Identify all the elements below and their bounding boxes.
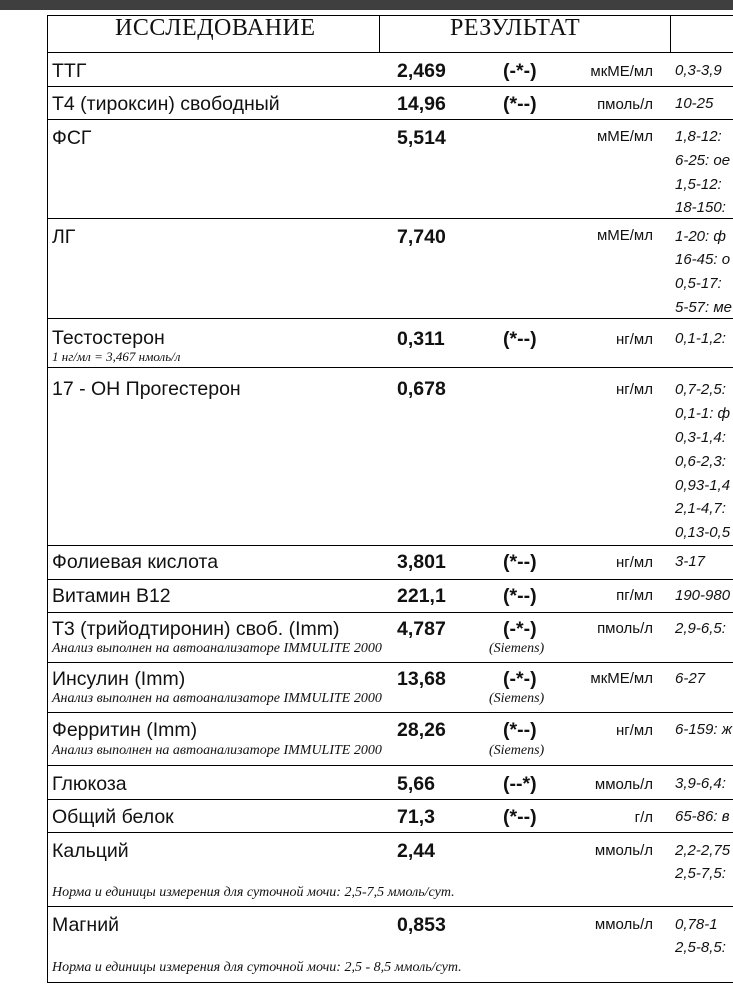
header-result: РЕЗУЛЬТАТ bbox=[450, 15, 581, 41]
row-divider bbox=[47, 832, 733, 833]
result-value: 71,3 bbox=[397, 806, 435, 828]
result-flag: (*--) bbox=[503, 806, 537, 828]
test-name: Т4 (тироксин) свободный bbox=[52, 93, 280, 115]
reference-range: 5-57: ме bbox=[675, 299, 732, 316]
result-flag: (-*-) bbox=[503, 668, 537, 690]
test-name: ЛГ bbox=[52, 226, 76, 248]
reference-range: 3-17 bbox=[675, 553, 706, 570]
unit: мкМЕ/мл bbox=[590, 63, 653, 80]
result-value: 4,787 bbox=[397, 618, 446, 640]
unit: нг/мл bbox=[616, 722, 653, 739]
row-divider bbox=[47, 52, 733, 53]
header-divider bbox=[379, 15, 380, 52]
result-flag: (--*) bbox=[503, 773, 537, 795]
test-name: ТТГ bbox=[52, 60, 87, 82]
test-name: Общий белок bbox=[52, 806, 174, 828]
row-divider bbox=[47, 218, 733, 219]
unit: пг/мл bbox=[616, 587, 653, 604]
analyzer-vendor: (Siemens) bbox=[489, 641, 545, 656]
reference-range: 16-45: о bbox=[675, 251, 731, 268]
reference-range: 18-150: bbox=[675, 199, 726, 216]
row-divider bbox=[47, 86, 733, 87]
unit: мМЕ/мл bbox=[596, 227, 653, 244]
urine-norm-note: Норма и единицы измерения для суточной мочи: 2,5 - 8,5 ммоль/сут. bbox=[52, 960, 462, 975]
reference-range: 6-25: ое bbox=[675, 152, 731, 169]
reference-range: 0,3-1,4: bbox=[675, 429, 726, 446]
reference-range: 2,5-7,5: bbox=[675, 865, 726, 882]
row-divider bbox=[47, 662, 733, 663]
analyzer-note: Анализ выполнен на автоанализаторе IMMULITE 2000 bbox=[52, 691, 382, 706]
result-value: 0,853 bbox=[397, 914, 446, 936]
row-divider bbox=[47, 712, 733, 713]
result-value: 0,311 bbox=[397, 328, 445, 350]
reference-range: 2,5-8,5: bbox=[675, 939, 726, 956]
unit: нг/мл bbox=[616, 554, 653, 571]
result-value: 2,469 bbox=[397, 60, 446, 82]
result-value: 7,740 bbox=[397, 226, 446, 248]
result-value: 14,96 bbox=[397, 93, 446, 115]
header-divider bbox=[670, 15, 671, 52]
reference-range: 0,7-2,5: bbox=[675, 381, 726, 398]
result-flag: (*--) bbox=[503, 93, 537, 115]
result-value: 13,68 bbox=[397, 668, 446, 690]
row-divider bbox=[47, 765, 733, 766]
unit: нг/мл bbox=[616, 381, 653, 398]
reference-range: 6-27 bbox=[675, 670, 706, 687]
result-flag: (*--) bbox=[503, 585, 537, 607]
row-divider bbox=[47, 612, 733, 613]
reference-range: 6-159: ж bbox=[675, 721, 733, 738]
result-value: 221,1 bbox=[397, 585, 446, 607]
test-name: ФСГ bbox=[52, 127, 92, 149]
reference-range: 0,1-1: ф bbox=[675, 405, 731, 422]
unit: мМЕ/мл bbox=[596, 128, 653, 145]
row-divider bbox=[47, 799, 733, 800]
header-study: ИССЛЕДОВАНИЕ bbox=[115, 15, 316, 41]
test-name: Т3 (трийодтиронин) своб. (Imm) bbox=[52, 618, 340, 640]
analyzer-vendor: (Siemens) bbox=[489, 691, 545, 706]
test-name: Ферритин (Imm) bbox=[52, 719, 198, 741]
unit: пмоль/л bbox=[597, 96, 653, 113]
result-value: 3,801 bbox=[397, 551, 446, 573]
reference-range: 2,9-6,5: bbox=[675, 620, 726, 637]
test-name: Витамин В12 bbox=[52, 585, 171, 607]
result-value: 0,678 bbox=[397, 378, 446, 400]
urine-norm-note: Норма и единицы измерения для суточной мочи: 2,5-7,5 ммоль/сут. bbox=[52, 885, 455, 900]
reference-range: 0,78-1 bbox=[675, 916, 718, 933]
reference-range: 2,1-4,7: bbox=[675, 500, 726, 517]
result-flag: (*--) bbox=[503, 719, 537, 741]
row-divider bbox=[47, 119, 733, 120]
test-name: Глюкоза bbox=[52, 773, 127, 795]
row-divider bbox=[47, 318, 733, 319]
unit: ммоль/л bbox=[594, 776, 653, 793]
reference-range: 0,3-3,9 bbox=[675, 62, 722, 79]
table-frame bbox=[47, 15, 733, 983]
test-name: Фолиевая кислота bbox=[52, 551, 219, 573]
reference-range: 0,5-17: bbox=[675, 275, 722, 292]
result-flag: (-*-) bbox=[503, 60, 537, 82]
reference-range: 1,8-12: bbox=[675, 128, 722, 145]
unit: пмоль/л bbox=[597, 620, 653, 637]
analyzer-note: Анализ выполнен на автоанализаторе IMMULITE 2000 bbox=[52, 743, 382, 758]
unit: ммоль/л bbox=[594, 916, 653, 933]
row-divider bbox=[47, 545, 733, 546]
unit: ммоль/л bbox=[594, 842, 653, 859]
reference-range: 0,6-2,3: bbox=[675, 453, 726, 470]
reference-range: 1-20: ф bbox=[675, 228, 726, 245]
result-value: 5,66 bbox=[397, 773, 435, 795]
result-value: 28,26 bbox=[397, 719, 446, 741]
test-name: Кальций bbox=[52, 840, 129, 862]
unit: мкМЕ/мл bbox=[590, 670, 653, 687]
top-bar bbox=[0, 0, 733, 10]
reference-range: 3,9-6,4: bbox=[675, 775, 726, 792]
reference-range: 65-86: в bbox=[675, 808, 730, 825]
unit-conversion-note: 1 нг/мл = 3,467 нмоль/л bbox=[52, 349, 181, 364]
reference-range: 2,2-2,75 bbox=[675, 842, 731, 859]
row-divider bbox=[47, 579, 733, 580]
result-flag: (*--) bbox=[503, 328, 537, 350]
result-value: 2,44 bbox=[397, 840, 435, 862]
reference-range: 190-980 bbox=[675, 587, 731, 604]
row-divider bbox=[47, 906, 733, 907]
analyzer-vendor: (Siemens) bbox=[489, 743, 545, 758]
result-flag: (-*-) bbox=[503, 618, 537, 640]
test-name: Тестостерон bbox=[52, 327, 165, 349]
reference-range: 10-25 bbox=[675, 95, 714, 112]
reference-range: 0,93-1,4 bbox=[675, 477, 731, 494]
reference-range: 0,1-1,2: bbox=[675, 330, 726, 347]
row-divider bbox=[47, 367, 733, 368]
result-flag: (*--) bbox=[503, 551, 537, 573]
reference-range: 0,13-0,5 bbox=[675, 524, 731, 541]
test-name: 17 - ОН Прогестерон bbox=[52, 378, 241, 400]
reference-range: 1,5-12: bbox=[675, 176, 722, 193]
test-name: Магний bbox=[52, 914, 119, 936]
analyzer-note: Анализ выполнен на автоанализаторе IMMULITE 2000 bbox=[52, 641, 382, 656]
unit: нг/мл bbox=[616, 331, 653, 348]
unit: г/л bbox=[634, 809, 653, 826]
test-name: Инсулин (Imm) bbox=[52, 668, 186, 690]
result-value: 5,514 bbox=[397, 127, 446, 149]
